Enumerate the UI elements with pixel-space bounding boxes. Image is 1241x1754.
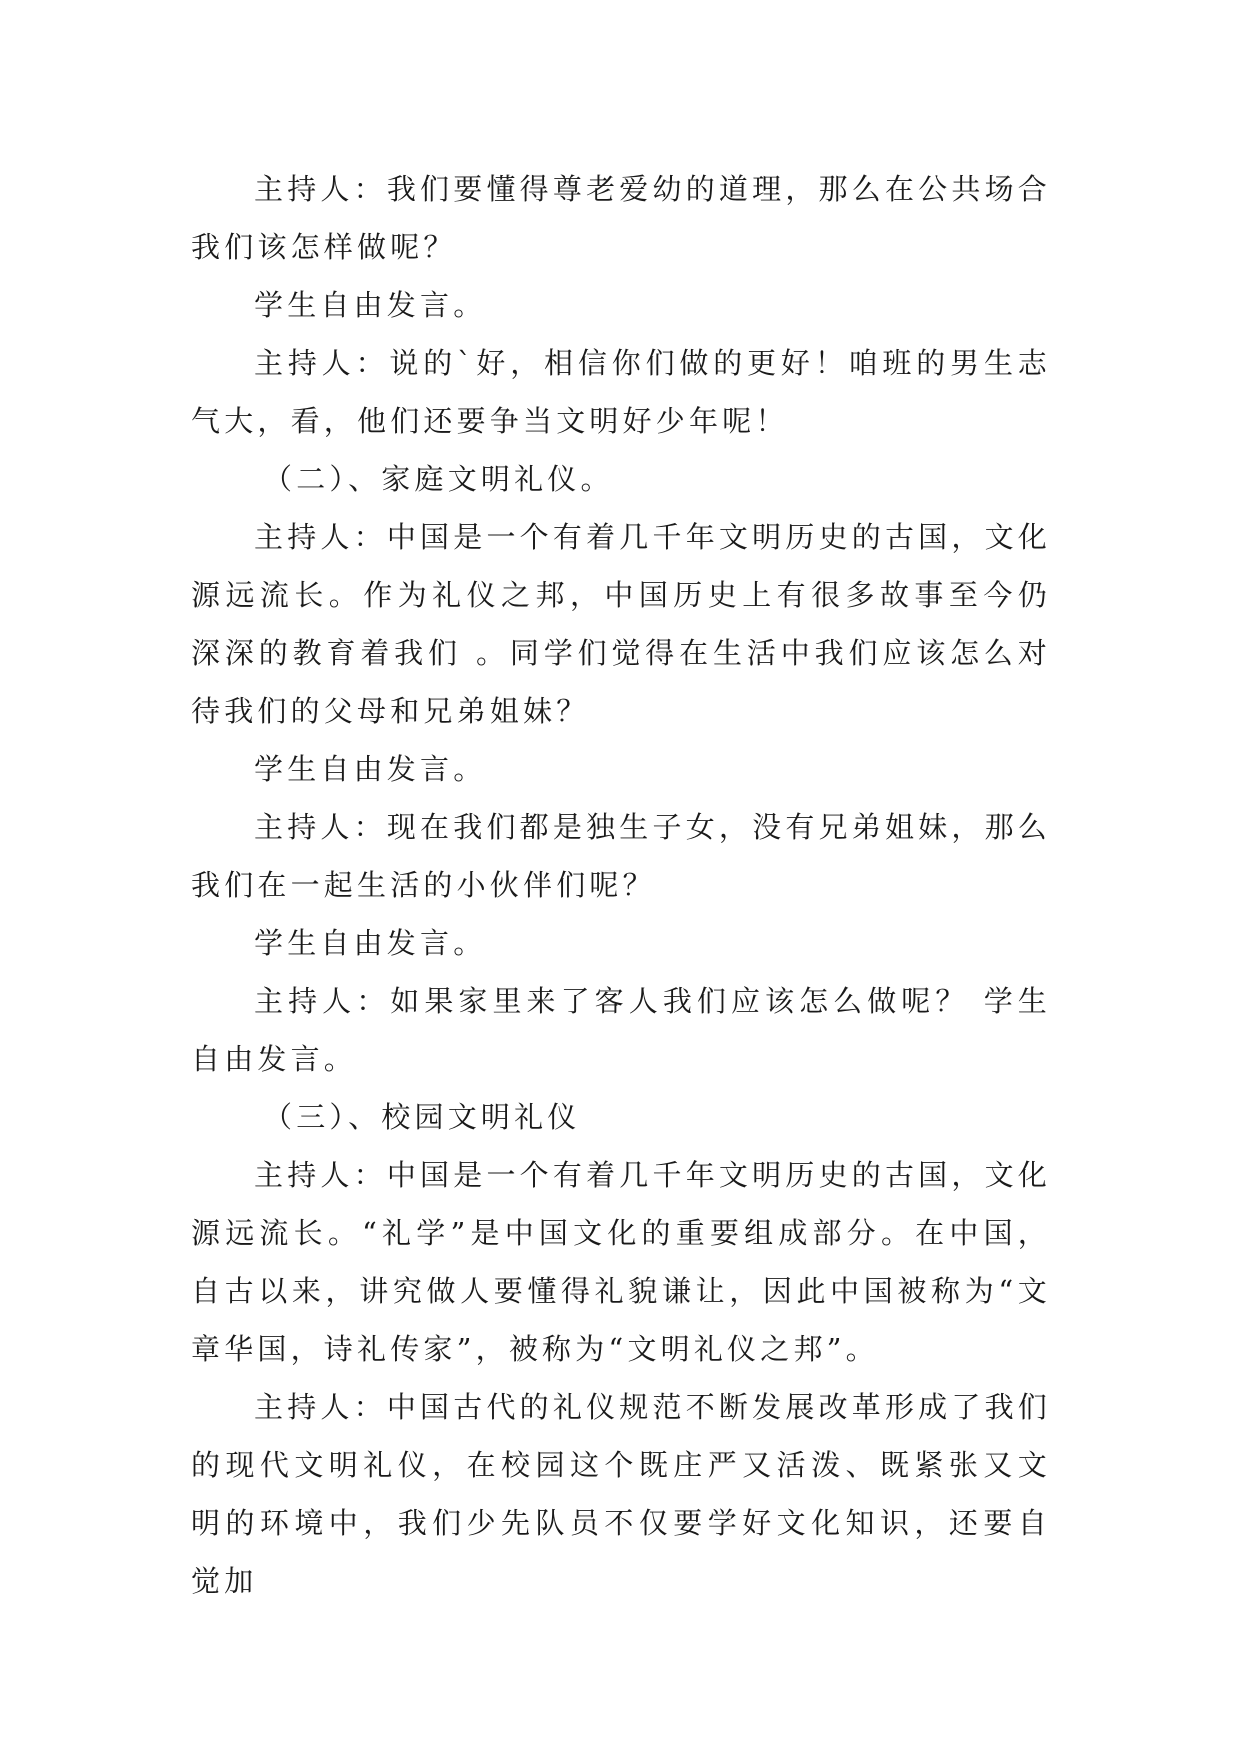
paragraph: 学生自由发言。 (254, 288, 487, 322)
paragraph: 学生自由发言。 (254, 752, 487, 786)
section-heading: （三）、校园文明礼仪 (263, 1100, 581, 1134)
section-heading: （二）、家庭文明礼仪。 (263, 462, 614, 496)
paragraph: 主持人：中国是一个有着几千年文明历史的古国，文化源远流长。作为礼仪之邦，中国历史上有很多故事至今仍深深的教育着我们 。同学们觉得在生活中我们应该怎么对待我们的父母和兄弟姐妹？ (191, 520, 1051, 728)
paragraph: 主持人：如果家里来了客人我们应该怎么做呢？ 学生自由发言。 (191, 984, 1051, 1076)
paragraph: 主持人：说的`好，相信你们做的更好！咱班的男生志气大，看，他们还要争当文明好少年呢！ (191, 346, 1051, 438)
paragraph: 主持人：中国是一个有着几千年文明历史的古国，文化源远流长。“礼学”是中国文化的重要组成部分。在中国，自古以来，讲究做人要懂得礼貌谦让，因此中国被称为“文章华国，诗礼传家”，被称为“文明礼仪之邦”。 (191, 1158, 1051, 1366)
paragraph: 主持人：我们要懂得尊老爱幼的道理，那么在公共场合我们该怎样做呢？ (191, 172, 1051, 264)
document-body (191, 160, 1051, 1610)
paragraph: 主持人：中国古代的礼仪规范不断发展改革形成了我们的现代文明礼仪，在校园这个既庄严又活泼、既紧张又文明的环境中，我们少先队员不仅要学好文化知识，还要自觉加 (191, 1390, 1051, 1598)
paragraph: 学生自由发言。 (254, 926, 487, 960)
paragraph: 主持人：现在我们都是独生子女，没有兄弟姐妹，那么我们在一起生活的小伙伴们呢？ (191, 810, 1051, 902)
